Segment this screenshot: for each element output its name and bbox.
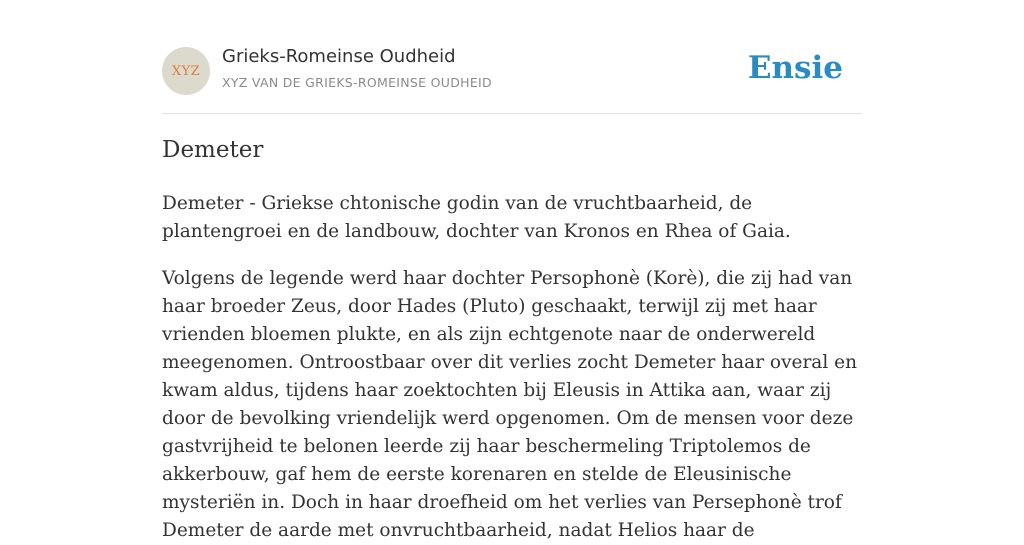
page [162, 0, 862, 541]
source-subtitle: XYZ VAN DE GRIEKS-ROMEINSE OUDHEID [222, 75, 492, 90]
article-title: Demeter [162, 137, 264, 163]
article-paragraph-1: Demeter - Griekse chtonische godin van de vruchtbaarheid, de plantengroei en de landbouw, dochter van Kronos en Rhea of Gaia. [162, 193, 791, 242]
source-title-link[interactable]: Grieks-Romeinse Oudheid [222, 46, 456, 67]
ensie-logo-link[interactable]: Ensie [747, 50, 843, 86]
article-paragraph-2: Volgens de legende werd haar dochter Persophonè (Korè), die zij had van haar broeder Zeus, door Hades (Pluto) geschaakt, terwijl zij met haar vrienden bloemen plukte, en als zijn echtgenote naar de onderwereld meegenomen. Ontroostbaar over dit verlies zocht Demeter haar overal en kwam aldus, tijdens haar zoektochten bij Eleusis in Attika aan, waar zij door de bevolking vriendelijk werd opgenomen. Om de mensen voor deze gastvrijheid te belonen leerde zij haar beschermeling Triptolemos de akkerbouw, gaf hem de eerste korenaren en stelde de Eleusinische mysteriën in. Doch in haar droefheid om het verlies van Persephonè trof Demeter de aarde met onvruchtbaarheid, nadat Helios haar de [162, 268, 857, 541]
avatar-initials: XYZ [171, 63, 201, 79]
header [162, 0, 862, 114]
avatar[interactable] [162, 47, 210, 95]
